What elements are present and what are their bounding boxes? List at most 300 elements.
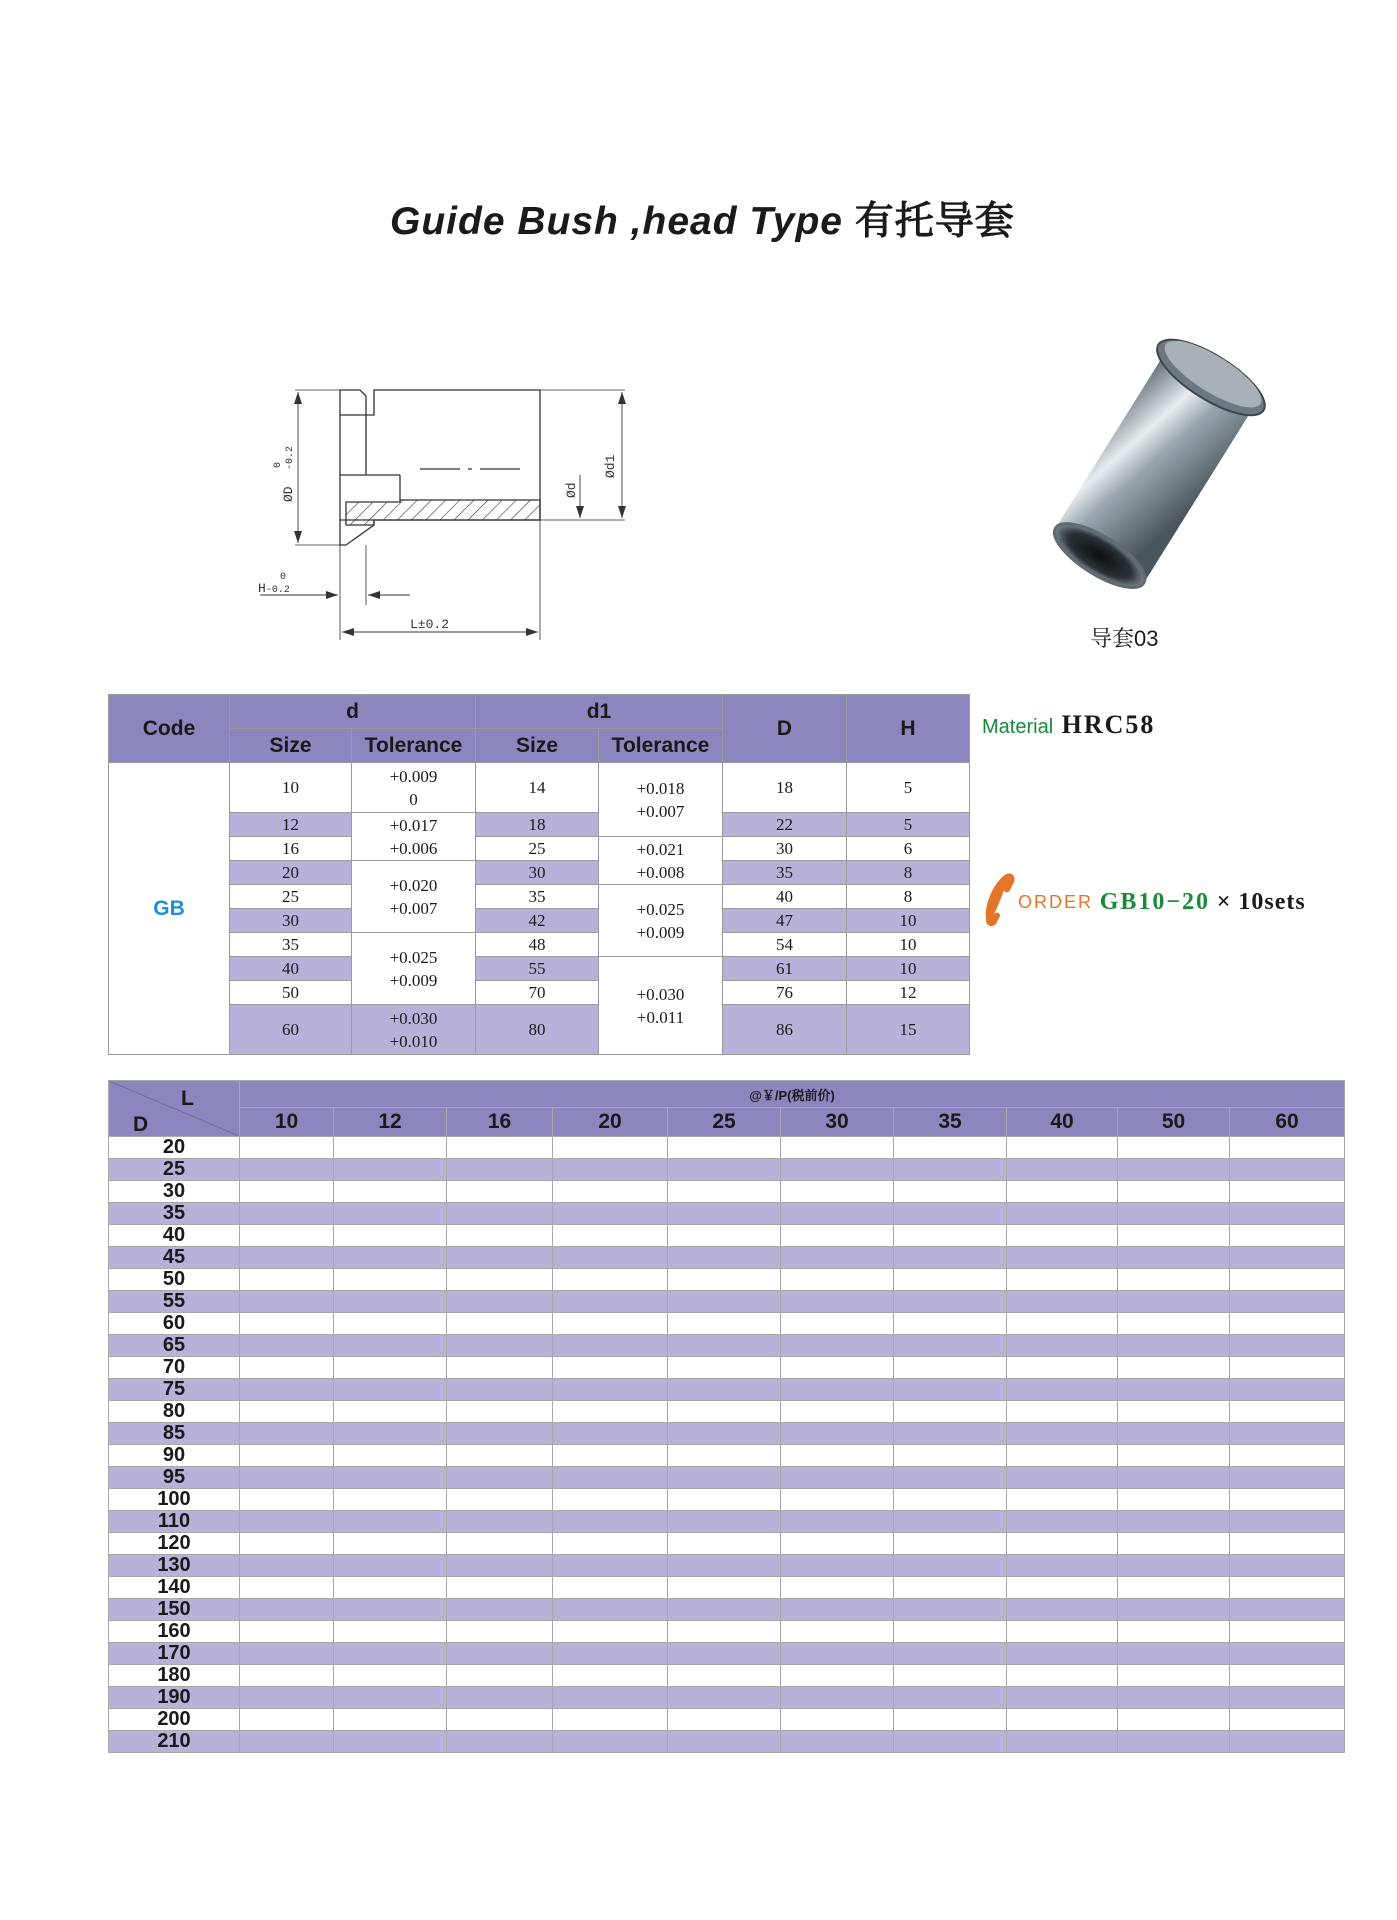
price-cell [781,1379,894,1401]
price-cell [1007,1379,1118,1401]
D-value: 50 [109,1269,240,1291]
price-cell [894,1335,1007,1357]
price-cell [240,1643,334,1665]
price-cell [447,1467,553,1489]
order-quantity: × 10sets [1216,889,1306,915]
price-cell [447,1313,553,1335]
L-header: 25 [668,1108,781,1137]
price-row [109,1379,1345,1401]
price-cell [553,1731,668,1753]
L-header: 10 [240,1108,334,1137]
price-cell [894,1731,1007,1753]
phone-icon [982,870,1018,935]
order-note [982,870,1306,935]
D-value: 60 [109,1313,240,1335]
price-cell [240,1137,334,1159]
price-cell [553,1269,668,1291]
price-row [109,1709,1345,1731]
price-cell [1230,1225,1345,1247]
price-cell [553,1511,668,1533]
price-cell [334,1577,447,1599]
price-cell [240,1467,334,1489]
price-cell [1230,1555,1345,1577]
D-value: 45 [109,1247,240,1269]
price-cell [668,1489,781,1511]
price-cell [1007,1731,1118,1753]
L-header: 60 [1230,1108,1345,1137]
D-value: 22 [723,813,847,837]
price-cell [447,1511,553,1533]
H-value: 10 [847,957,970,981]
price-cell [447,1401,553,1423]
price-cell [1230,1687,1345,1709]
price-cell [1007,1599,1118,1621]
L-header: 16 [447,1108,553,1137]
price-cell [668,1665,781,1687]
H-value: 10 [847,909,970,933]
price-cell [553,1335,668,1357]
price-cell [668,1335,781,1357]
price-cell [1230,1203,1345,1225]
price-cell [447,1687,553,1709]
price-row [109,1643,1345,1665]
price-cell [240,1687,334,1709]
price-cell [1230,1621,1345,1643]
price-cell [1007,1533,1118,1555]
price-cell [1118,1555,1230,1577]
svg-text:H-0.2 [258,581,290,596]
d-tolerance [352,1005,476,1055]
price-cell [447,1665,553,1687]
H-value: 6 [847,837,970,861]
price-cell [334,1313,447,1335]
price-cell [553,1357,668,1379]
price-cell [894,1533,1007,1555]
price-cell [1230,1731,1345,1753]
price-cell [334,1335,447,1357]
price-cell [334,1709,447,1731]
price-cell [1118,1467,1230,1489]
price-cell [781,1291,894,1313]
price-cell [553,1203,668,1225]
L-header: 35 [894,1108,1007,1137]
header-D: D [723,695,847,763]
price-cell [1230,1379,1345,1401]
price-cell [668,1533,781,1555]
price-cell [1007,1401,1118,1423]
price-cell [240,1445,334,1467]
price-cell [781,1313,894,1335]
price-cell [894,1511,1007,1533]
price-cell [781,1643,894,1665]
price-cell [553,1247,668,1269]
title-en: Guide Bush ,head Type [390,200,843,243]
price-cell [781,1709,894,1731]
price-cell [781,1203,894,1225]
D-value: 90 [109,1445,240,1467]
D-value: 20 [109,1137,240,1159]
header-d-size: Size [230,729,352,763]
D-value: 170 [109,1643,240,1665]
price-cell [1230,1643,1345,1665]
price-cell [668,1467,781,1489]
price-cell [1007,1247,1118,1269]
price-cell [240,1181,334,1203]
d-tol-upper: +0.009 [389,766,438,786]
price-cell [447,1577,553,1599]
price-cell [1118,1511,1230,1533]
D-value: 110 [109,1511,240,1533]
price-cell [1118,1159,1230,1181]
d-size: 50 [230,981,352,1005]
price-cell [1007,1709,1118,1731]
price-cell [1007,1489,1118,1511]
price-cell [447,1203,553,1225]
price-cell [240,1555,334,1577]
price-cell [781,1665,894,1687]
price-cell [1007,1181,1118,1203]
d-size: 40 [230,957,352,981]
H-value: 8 [847,861,970,885]
d-tolerance [352,813,476,861]
price-cell [894,1291,1007,1313]
page-title [390,190,1015,246]
price-cell [781,1137,894,1159]
D-value: 160 [109,1621,240,1643]
price-cell [1118,1225,1230,1247]
price-cell [447,1247,553,1269]
price-cell [240,1577,334,1599]
price-cell [1007,1269,1118,1291]
price-cell [781,1533,894,1555]
price-cell [668,1159,781,1181]
price-cell [894,1313,1007,1335]
price-cell [668,1247,781,1269]
price-cell [781,1401,894,1423]
price-cell [553,1555,668,1577]
D-value: 76 [723,981,847,1005]
price-cell [1230,1423,1345,1445]
price-cell [1118,1709,1230,1731]
price-cell [781,1489,894,1511]
d-tol-lower: 0 [409,789,418,809]
price-cell [894,1357,1007,1379]
price-cell [894,1401,1007,1423]
price-cell [240,1533,334,1555]
price-cell [668,1313,781,1335]
price-cell [447,1181,553,1203]
D-value: 95 [109,1467,240,1489]
H-value: 8 [847,885,970,909]
price-cell [240,1379,334,1401]
d-tol-lower: +0.006 [389,838,438,858]
L-header: 12 [334,1108,447,1137]
price-cell [894,1467,1007,1489]
d-size: 35 [230,933,352,957]
D-value: 85 [109,1423,240,1445]
corner-D: D [133,1113,149,1136]
price-cell [1118,1577,1230,1599]
price-cell [1007,1643,1118,1665]
price-cell [240,1313,334,1335]
price-cell [447,1643,553,1665]
price-cell [1230,1291,1345,1313]
price-cell [1118,1731,1230,1753]
price-cell [447,1731,553,1753]
d1-size: 80 [476,1005,599,1055]
price-row [109,1621,1345,1643]
price-cell [334,1533,447,1555]
material-value: HRC58 [1061,710,1156,739]
price-cell [1007,1445,1118,1467]
D-value: 61 [723,957,847,981]
price-cell [240,1511,334,1533]
D-value: 55 [109,1291,240,1313]
price-cell [1118,1533,1230,1555]
price-cell [668,1709,781,1731]
price-row [109,1467,1345,1489]
price-cell [1118,1247,1230,1269]
price-cell [447,1291,553,1313]
price-cell [1118,1357,1230,1379]
d1-tolerance [599,763,723,837]
price-cell [1007,1203,1118,1225]
d-tol-lower: +0.010 [389,1031,438,1051]
d-size: 25 [230,885,352,909]
price-cell [668,1511,781,1533]
svg-text:-0.2 [285,446,296,470]
price-cell [1230,1335,1345,1357]
title-cn: 有托导套 [854,200,1015,243]
material-label: Material [982,716,1054,738]
price-cell [1118,1665,1230,1687]
H-value: 10 [847,933,970,957]
price-row [109,1247,1345,1269]
price-row [109,1159,1345,1181]
product-photo [1000,330,1300,620]
price-cell [447,1445,553,1467]
price-cell [894,1621,1007,1643]
price-cell [1007,1313,1118,1335]
price-cell [447,1357,553,1379]
d-tol-upper: +0.020 [389,875,438,895]
price-cell [334,1137,447,1159]
price-cell [1118,1203,1230,1225]
price-row [109,1225,1345,1247]
D-value: 70 [109,1357,240,1379]
svg-text:0 [273,462,284,468]
d-size: 30 [230,909,352,933]
price-cell [553,1181,668,1203]
price-cell [1118,1291,1230,1313]
price-cell [447,1379,553,1401]
price-row [109,1203,1345,1225]
price-row [109,1577,1345,1599]
price-cell [1007,1467,1118,1489]
price-cell [781,1269,894,1291]
header-d1-tolerance: Tolerance [599,729,723,763]
price-cell [894,1423,1007,1445]
price-row [109,1731,1345,1753]
D-value: 18 [723,763,847,813]
svg-text:D [133,1113,148,1136]
price-cell [781,1225,894,1247]
price-cell [240,1357,334,1379]
price-cell [668,1137,781,1159]
d1-size: 35 [476,885,599,909]
label-D-tol-upper: 0 [273,461,284,468]
price-cell [1230,1137,1345,1159]
d1-tol-lower: +0.011 [636,1007,685,1027]
price-cell [334,1621,447,1643]
D-value: 54 [723,933,847,957]
price-cell [553,1533,668,1555]
price-cell [1007,1665,1118,1687]
price-cell [1118,1335,1230,1357]
price-cell [553,1709,668,1731]
price-cell [240,1225,334,1247]
svg-text:Ød1 [603,454,618,478]
d1-tol-upper: +0.021 [636,839,685,859]
price-cell [894,1445,1007,1467]
price-cell [553,1577,668,1599]
price-cell [668,1181,781,1203]
price-cell [240,1423,334,1445]
price-row [109,1445,1345,1467]
price-cell [553,1291,668,1313]
price-cell [334,1445,447,1467]
D-value: 30 [109,1181,240,1203]
price-cell [334,1731,447,1753]
price-cell [1230,1709,1345,1731]
price-cell [1230,1665,1345,1687]
price-cell [240,1665,334,1687]
price-cell [781,1687,894,1709]
price-cell [553,1489,668,1511]
price-cell [447,1621,553,1643]
price-cell [1007,1137,1118,1159]
price-cell [781,1555,894,1577]
d1-tol-upper: +0.025 [636,899,685,919]
price-row [109,1269,1345,1291]
price-cell [894,1555,1007,1577]
price-cell [668,1643,781,1665]
price-cell [553,1445,668,1467]
price-cell [668,1225,781,1247]
price-cell [334,1401,447,1423]
price-cell [1230,1247,1345,1269]
price-row [109,1137,1345,1159]
price-cell [334,1555,447,1577]
price-cell [894,1489,1007,1511]
H-value: 5 [847,763,970,813]
label-H-tol-upper: 0 [280,572,287,583]
d-tolerance [352,763,476,813]
price-cell [240,1159,334,1181]
header-d-tolerance: Tolerance [352,729,476,763]
d-tolerance [352,861,476,933]
price-cell [894,1225,1007,1247]
L-header: 50 [1118,1108,1230,1137]
price-cell [334,1665,447,1687]
price-cell [1118,1423,1230,1445]
D-value: 35 [723,861,847,885]
D-value: 35 [109,1203,240,1225]
price-cell [240,1731,334,1753]
price-cell [334,1203,447,1225]
price-cell [894,1269,1007,1291]
price-cell [334,1643,447,1665]
price-cell [668,1291,781,1313]
D-value: 140 [109,1577,240,1599]
svg-text:ØD [281,486,296,502]
price-cell [894,1599,1007,1621]
price-cell [1230,1357,1345,1379]
price-cell [781,1621,894,1643]
label-L: L±0.2 [410,617,450,632]
d-tol-lower: +0.009 [389,970,438,990]
D-value: 30 [723,837,847,861]
price-cell [781,1445,894,1467]
price-cell [1230,1401,1345,1423]
price-cell [1118,1599,1230,1621]
price-cell [334,1467,447,1489]
price-row [109,1423,1345,1445]
price-row [109,1401,1345,1423]
price-cell [334,1423,447,1445]
price-cell [781,1599,894,1621]
price-cell [781,1511,894,1533]
price-cell [668,1445,781,1467]
L-header: 40 [1007,1108,1118,1137]
spec-table [108,694,970,1055]
price-cell [1118,1379,1230,1401]
header-d: d [230,695,476,729]
price-cell [894,1643,1007,1665]
price-cell [668,1357,781,1379]
price-cell [1007,1621,1118,1643]
H-value: 5 [847,813,970,837]
price-cell [334,1181,447,1203]
d-tolerance [352,933,476,1005]
header-code: Code [109,695,230,763]
price-row [109,1511,1345,1533]
L-header: 30 [781,1108,894,1137]
price-cell [1118,1621,1230,1643]
price-cell [334,1687,447,1709]
photo-caption: 导套03 [1090,626,1159,651]
label-H: H [258,581,266,596]
d1-tolerance [599,885,723,957]
d1-size: 70 [476,981,599,1005]
price-cell [553,1665,668,1687]
price-cell [334,1225,447,1247]
price-cell [894,1379,1007,1401]
L-header: 20 [553,1108,668,1137]
price-cell [894,1159,1007,1181]
d1-tol-lower: +0.007 [636,801,685,821]
price-cell [781,1467,894,1489]
price-cell [1230,1467,1345,1489]
d-size: 10 [230,763,352,813]
price-cell [447,1269,553,1291]
d-tol-upper: +0.025 [389,947,438,967]
price-cell [894,1687,1007,1709]
D-value: 75 [109,1379,240,1401]
d1-tol-lower: +0.009 [636,922,685,942]
technical-drawing [250,370,630,660]
D-value: 65 [109,1335,240,1357]
